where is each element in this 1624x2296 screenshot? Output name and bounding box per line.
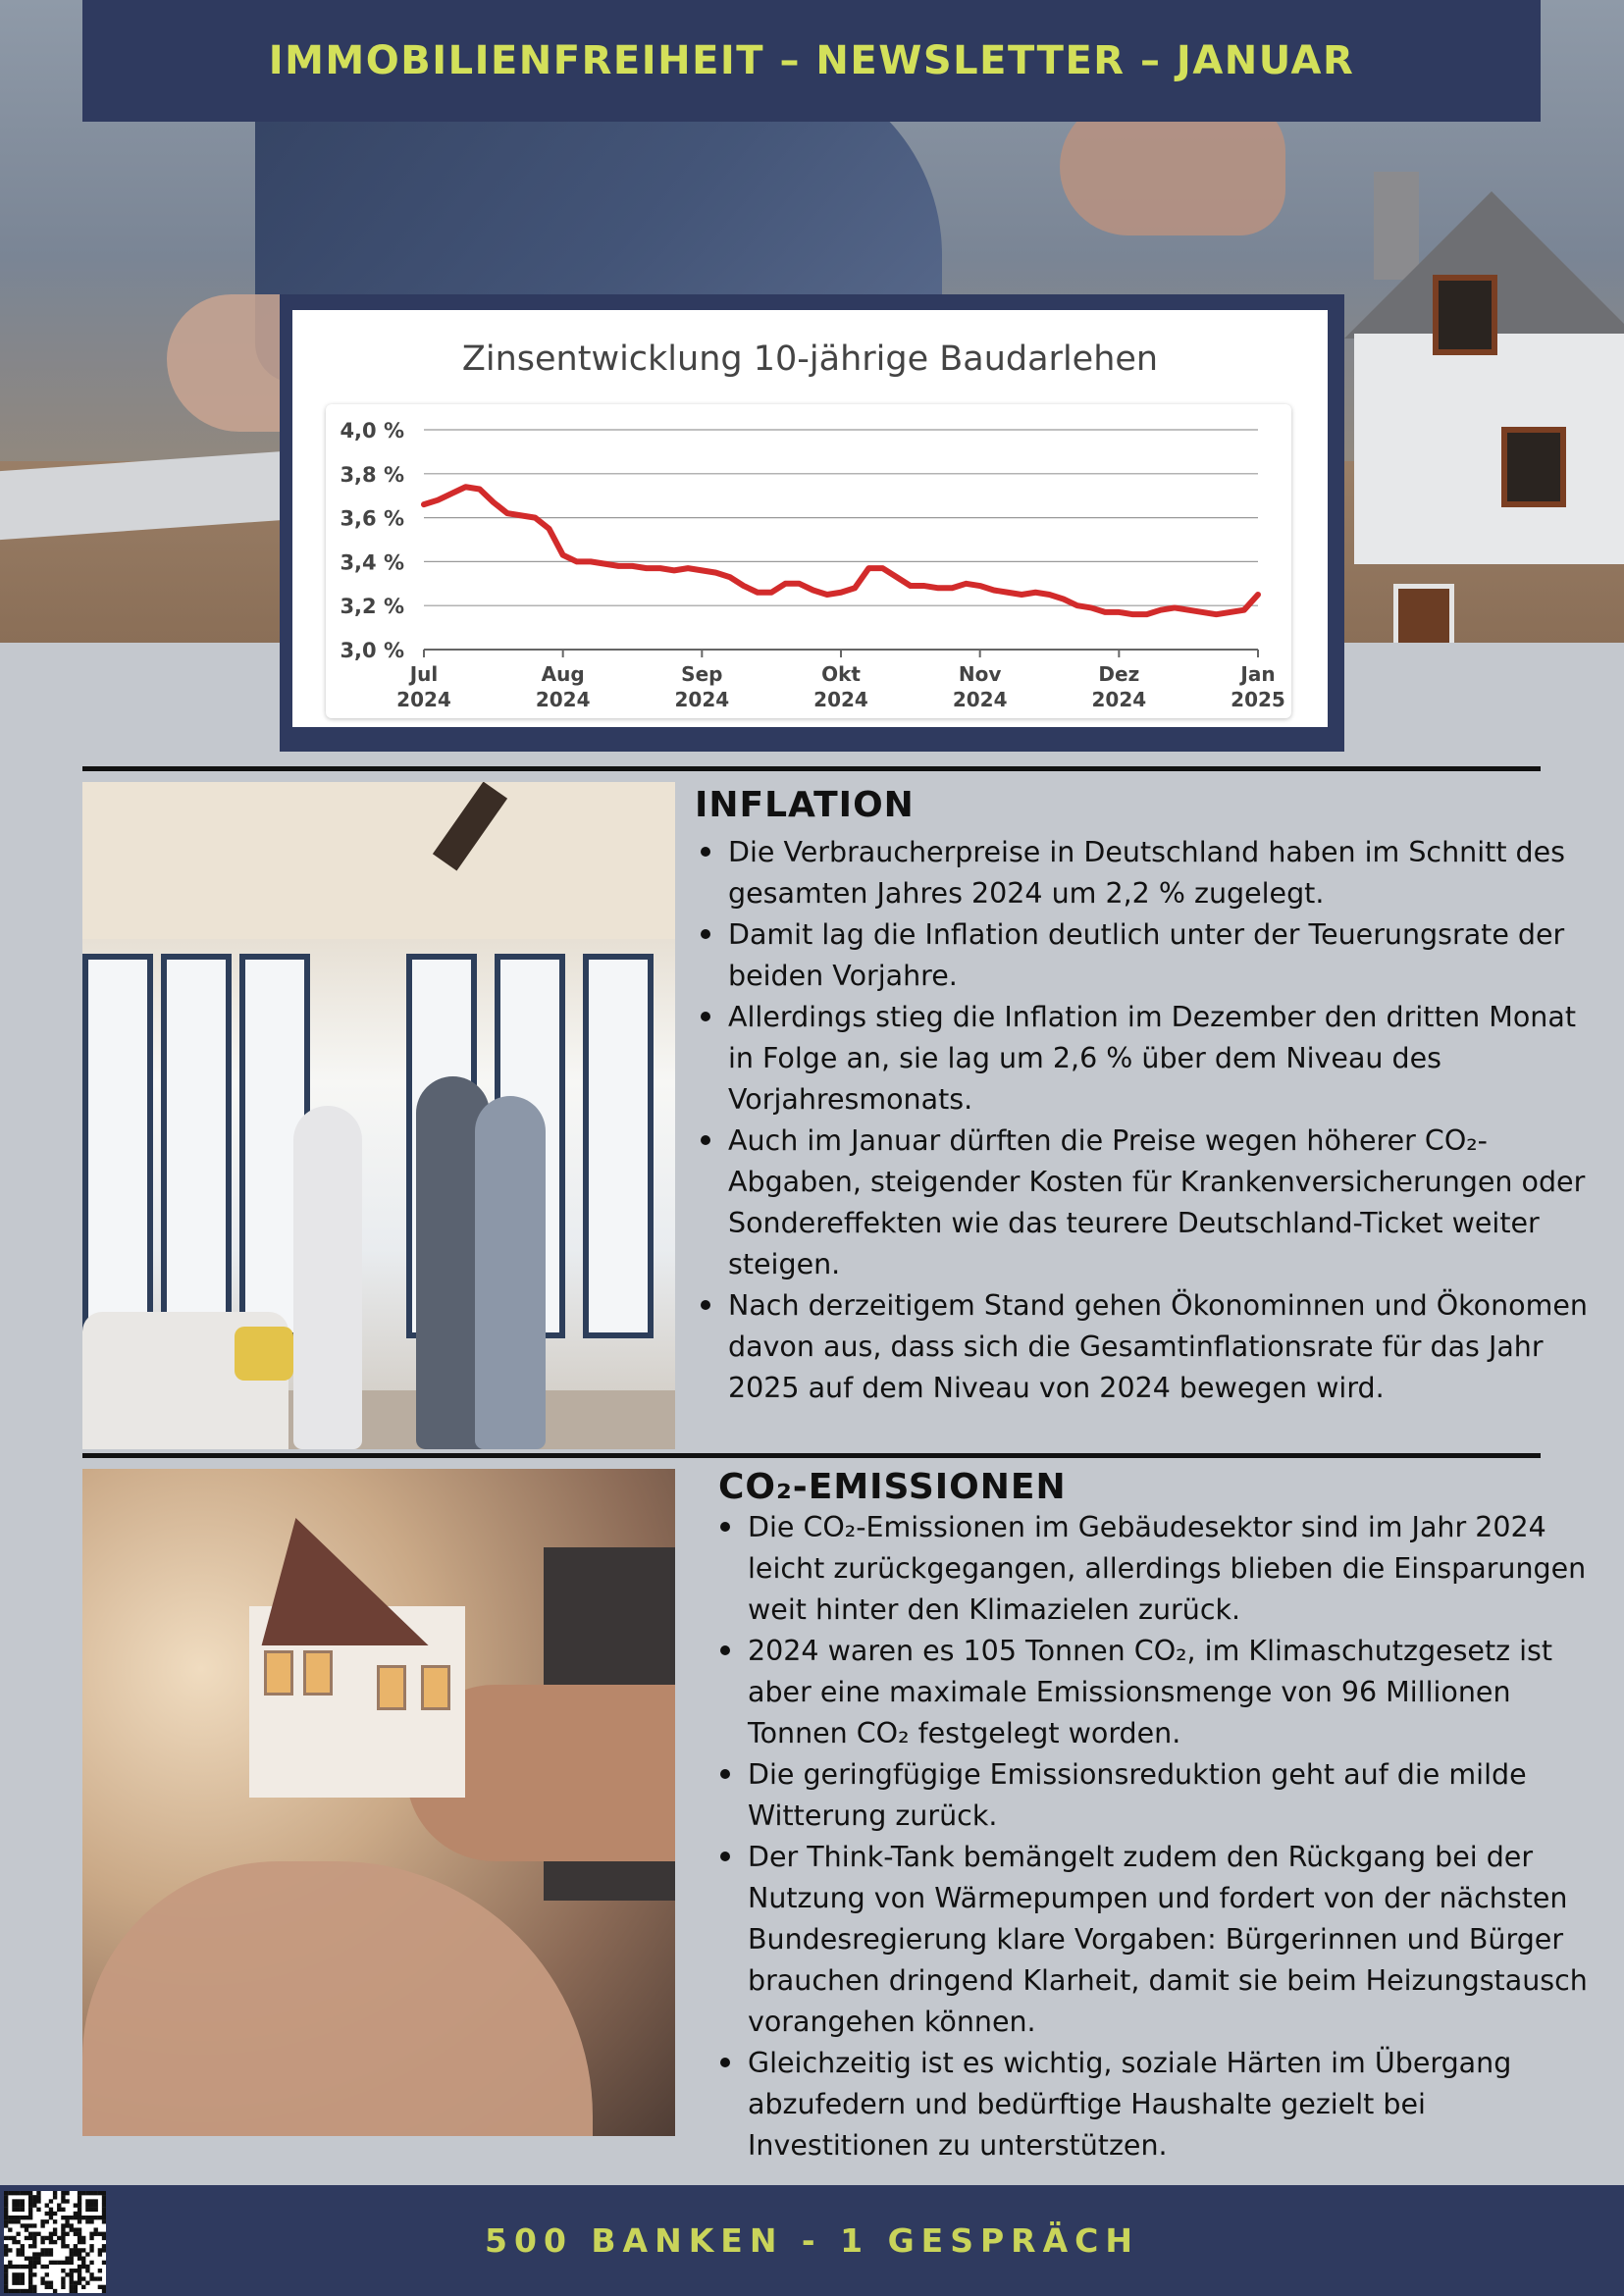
co2-bullet-1: Die CO₂-Emissionen im Gebäudesektor sind im Jahr 2024 leicht zurückgegangen, allerdings blieben die Einsparungen weit hinter den Klimazielen zurück. — [714, 1507, 1588, 1631]
chart-panel — [326, 404, 1291, 718]
photo-person — [293, 1106, 362, 1449]
inflation-bullet-list — [695, 832, 1588, 1409]
chart-x-tick-month: Dez — [1098, 662, 1140, 686]
chart-x-tick-month: Nov — [958, 662, 1002, 686]
inflation-bullet-5: Nach derzeitigem Stand gehen Ökonominnen und Ökonomen davon aus, dass sich die Gesamtinflationsrate für das Jahr 2025 auf dem Niveau von 2024 bewegen wird. — [695, 1285, 1588, 1409]
chart-y-tick-label: 3,0 % — [340, 639, 404, 662]
chart-x-tick-month: Sep — [681, 662, 723, 686]
chart-x-tick-month: Okt — [821, 662, 861, 686]
mini-house-window — [303, 1650, 333, 1696]
inflation-bullet-2: Damit lag die Inflation deutlich unter der Teuerungsrate der beiden Vorjahre. — [695, 914, 1588, 997]
photo-person — [475, 1096, 546, 1449]
interest-rate-chart — [326, 404, 1291, 718]
chart-x-tick-year: 2024 — [1091, 688, 1147, 711]
mini-house-window — [421, 1665, 450, 1710]
mini-house-roof — [262, 1518, 463, 1645]
chart-y-tick-label: 3,4 % — [340, 550, 404, 575]
photo-window — [161, 954, 232, 1338]
chart-y-tick-label: 3,2 % — [340, 595, 404, 619]
chart-y-tick-label: 4,0 % — [340, 419, 404, 443]
house-window — [1501, 427, 1566, 507]
co2-bullet-list — [714, 1507, 1588, 2166]
chart-x-tick-year: 2024 — [674, 688, 730, 711]
section2-photo — [82, 1469, 675, 2136]
chart-y-tick-label: 3,6 % — [340, 506, 404, 531]
inflation-bullet-4: Auch im Januar dürften die Preise wegen höherer CO₂-Abgaben, steigender Kosten für Krankenversicherungen oder Sondereffekten wie das teurere Deutschland-Ticket weiter steigen. — [695, 1121, 1588, 1285]
inflation-heading: INFLATION — [695, 785, 915, 825]
section-divider — [82, 1453, 1541, 1458]
chart-series-line — [424, 487, 1258, 614]
chart-x-tick-year: 2024 — [813, 688, 868, 711]
header-banner — [82, 0, 1541, 122]
mini-house-window — [264, 1650, 293, 1696]
chart-x-tick-year: 2024 — [396, 688, 451, 711]
chart-x-tick-month: Jan — [1240, 662, 1276, 686]
hero-model-house — [1335, 191, 1624, 564]
inflation-bullet-3: Allerdings stieg die Inflation im Dezember den dritten Monat in Folge an, sie lag um 2,6 % über dem Niveau des Vorjahresmonats. — [695, 997, 1588, 1121]
footer-slogan: 500 BANKEN - 1 GESPRÄCH — [485, 2221, 1139, 2260]
photo-pillow — [235, 1327, 293, 1381]
section-divider — [82, 766, 1541, 771]
qr-code-icon[interactable] — [4, 2191, 106, 2293]
section1-photo — [82, 782, 675, 1449]
co2-bullet-3: Die geringfügige Emissionsreduktion geht auf die milde Witterung zurück. — [714, 1754, 1588, 1837]
chart-x-tick-month: Aug — [541, 662, 585, 686]
co2-bullet-2: 2024 waren es 105 Tonnen CO₂, im Klimaschutzgesetz ist aber eine maximale Emissionsmenge von 96 Millionen Tonnen CO₂ festgelegt worden. — [714, 1631, 1588, 1754]
house-wall — [1354, 334, 1624, 564]
newsletter-title: IMMOBILIENFREIHEIT – NEWSLETTER – JANUAR — [268, 38, 1355, 83]
mini-house-window — [377, 1665, 406, 1710]
chart-frame — [280, 294, 1344, 752]
photo-hands — [82, 1861, 593, 2136]
chart-y-tick-label: 3,8 % — [340, 462, 404, 487]
chart-title: Zinsentwicklung 10-jährige Baudarlehen — [461, 339, 1159, 379]
photo-window — [583, 954, 654, 1338]
co2-bullet-4: Der Think-Tank bemängelt zudem den Rückgang bei der Nutzung von Wärmepumpen und fordert von der nächsten Bundesregierung klare Vorgaben: Bürgerinnen und Bürger brauchen dringend Klarheit, damit sie beim Heizungstausch vorangehen können. — [714, 1837, 1588, 2043]
chart-x-tick-year: 2024 — [535, 688, 591, 711]
photo-ceiling — [82, 782, 675, 939]
inflation-bullet-1: Die Verbraucherpreise in Deutschland haben im Schnitt des gesamten Jahres 2024 um 2,2 % zugelegt. — [695, 832, 1588, 914]
co2-bullet-5: Gleichzeitig ist es wichtig, soziale Härten im Übergang abzufedern und bedürftige Haushalte gezielt bei Investitionen zu unterstützen. — [714, 2043, 1588, 2166]
footer-bar — [0, 2185, 1624, 2296]
chart-x-tick-year: 2025 — [1231, 688, 1285, 711]
co2-heading: CO₂-EMISSIONEN — [718, 1467, 1067, 1507]
chart-x-tick-year: 2024 — [952, 688, 1008, 711]
house-window — [1433, 275, 1497, 355]
house-door — [1393, 584, 1454, 643]
chart-x-tick-month: Jul — [409, 662, 439, 686]
photo-window — [82, 954, 153, 1338]
chart-card — [292, 310, 1328, 727]
